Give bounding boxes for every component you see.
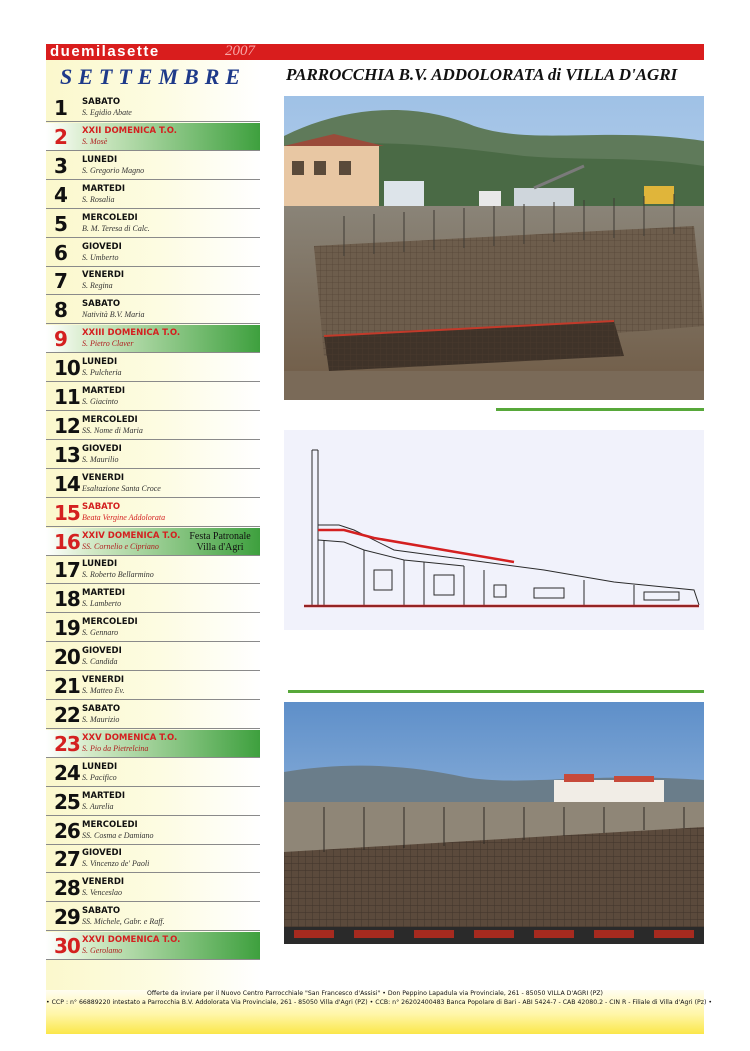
calendar-day-row bbox=[46, 441, 260, 469]
calendar-day-row bbox=[46, 845, 260, 873]
saint-name: S. Mosè bbox=[82, 136, 108, 146]
day-number: 11 bbox=[54, 385, 80, 409]
saint-name: S. Pulcheria bbox=[82, 368, 122, 378]
weekday-label: GIOVEDI bbox=[82, 646, 122, 657]
footer-line-2: • CCP : n° 66889220 intestato a Parrocchia B.V. Addolorata Via Provinciale, 261 - 85050 Villa d'Agri (PZ) • CCB: n° 26202400483 Banca Popolare di Bari - ABI 5424-7 - CAB 42080.2 - CIN R - Filiale di Villa d'Agri (Pz) • bbox=[46, 999, 713, 1006]
calendar-day-row bbox=[46, 210, 260, 238]
calendar-day-row bbox=[46, 585, 260, 613]
month-title: SETTEMBRE bbox=[60, 64, 247, 89]
saint-name: S. Rosalia bbox=[82, 194, 115, 204]
saint-name: S. Venceslao bbox=[82, 888, 122, 898]
weekday-label: XXIII DOMENICA T.O. bbox=[82, 328, 181, 339]
calendar-day-row bbox=[46, 643, 260, 671]
calendar-day-row bbox=[46, 354, 260, 382]
day-number: 10 bbox=[54, 356, 80, 381]
saint-name: SS. Cornelio e Cipriano bbox=[82, 541, 159, 551]
calendar-day-row bbox=[46, 730, 260, 758]
weekday-label: SABATO bbox=[82, 501, 121, 512]
calendar-day-row bbox=[46, 614, 260, 642]
day-number: 4 bbox=[54, 182, 67, 207]
festa-line-2: Villa d'Agri bbox=[196, 542, 244, 553]
saint-name: SS. Cosma e Damiano bbox=[82, 830, 154, 840]
saint-name: S. Egidio Abate bbox=[82, 108, 132, 117]
weekday-label: XXVI DOMENICA T.O. bbox=[82, 935, 181, 946]
weekday-label: GIOVEDI bbox=[82, 241, 122, 252]
day-number: 15 bbox=[54, 500, 80, 525]
saint-name: S. Pacifico bbox=[82, 772, 117, 782]
day-number: 9 bbox=[54, 327, 67, 352]
weekday-label: SABATO bbox=[82, 703, 121, 714]
calendar-day-row bbox=[46, 874, 260, 902]
calendar-day-row bbox=[46, 499, 260, 527]
day-number: 27 bbox=[54, 847, 80, 872]
saint-name: S. Candida bbox=[82, 657, 118, 667]
calendar-day-row bbox=[46, 94, 260, 122]
saint-name: S. Pietro Claver bbox=[82, 339, 134, 349]
day-number: 7 bbox=[54, 269, 67, 294]
saint-name: S. Aurelia bbox=[82, 801, 114, 811]
year-label: 2007 bbox=[225, 43, 255, 59]
day-number: 13 bbox=[54, 442, 80, 467]
calendar-day-row bbox=[46, 817, 260, 845]
calendar-day-row bbox=[46, 412, 260, 440]
day-number: 19 bbox=[54, 616, 80, 641]
day-number: 6 bbox=[54, 240, 67, 265]
weekday-label: MARTEDI bbox=[82, 183, 126, 194]
saint-name: S. Gregorio Magno bbox=[82, 165, 145, 175]
day-number: 2 bbox=[54, 124, 67, 149]
weekday-label: LUNEDI bbox=[82, 357, 118, 368]
weekday-label: MARTEDI bbox=[82, 386, 126, 396]
calendar-day-row bbox=[46, 325, 260, 353]
weekday-label: VENERDI bbox=[82, 472, 125, 483]
calendar-day-row bbox=[46, 932, 260, 960]
weekday-label: MERCOLEDI bbox=[82, 819, 138, 830]
weekday-label: XXIV DOMENICA T.O. bbox=[82, 530, 181, 541]
weekday-label: VENERDI bbox=[82, 877, 125, 888]
weekday-label: SABATO bbox=[82, 299, 121, 310]
saint-name: S. Roberto Bellarmino bbox=[82, 570, 154, 580]
saint-name: S. Regina bbox=[82, 281, 113, 291]
saint-name: Natività B.V. Maria bbox=[82, 310, 145, 320]
saint-name: S. Maurizio bbox=[82, 714, 120, 724]
divider-line-2 bbox=[288, 690, 704, 693]
calendar-day-row bbox=[46, 181, 260, 209]
weekday-label: LUNEDI bbox=[82, 559, 118, 570]
footer-line-1: Offerte da inviare per il Nuovo Centro Parrocchiale "San Francesco d'Assisi" • Don Peppino Lapadula via Provinciale, 261 - 85050 VILLA D'AGRI (PZ) bbox=[147, 990, 603, 997]
saint-name: S. Gennaro bbox=[82, 628, 119, 638]
calendar-day-row bbox=[46, 556, 260, 584]
weekday-label: MERCOLEDI bbox=[82, 212, 138, 223]
weekday-label: GIOVEDI bbox=[82, 848, 122, 859]
church-section-drawing bbox=[284, 430, 704, 630]
day-number: 25 bbox=[54, 789, 80, 814]
day-number: 20 bbox=[54, 645, 80, 670]
calendar-day-row bbox=[46, 903, 260, 931]
saint-name: Beata Vergine Addolorata bbox=[82, 512, 166, 522]
calendar-day-row bbox=[46, 239, 260, 267]
day-number: 23 bbox=[54, 731, 80, 756]
day-number: 29 bbox=[54, 905, 80, 930]
calendar-day-row bbox=[46, 383, 260, 411]
divider-line-1 bbox=[496, 408, 704, 411]
festa-line-1: Festa Patronale bbox=[189, 531, 251, 542]
calendar-day-row bbox=[46, 672, 260, 700]
day-number: 18 bbox=[54, 587, 80, 612]
weekday-label: VENERDI bbox=[82, 270, 125, 281]
weekday-label: VENERDI bbox=[82, 675, 125, 685]
weekday-label: MARTEDI bbox=[82, 588, 126, 599]
day-number: 17 bbox=[54, 558, 80, 583]
weekday-label: XXII DOMENICA T.O. bbox=[82, 125, 177, 136]
saint-name: Esaltazione Santa Croce bbox=[82, 483, 161, 493]
calendar-day-row bbox=[46, 152, 260, 180]
weekday-label: LUNEDI bbox=[82, 761, 118, 772]
weekday-label: SABATO bbox=[82, 906, 121, 917]
day-number: 16 bbox=[54, 529, 80, 554]
weekday-label: MERCOLEDI bbox=[82, 414, 138, 425]
weekday-label: GIOVEDI bbox=[82, 443, 122, 454]
brand-title: duemilasette bbox=[50, 43, 160, 60]
weekday-label: MERCOLEDI bbox=[82, 617, 138, 628]
weekday-label: LUNEDI bbox=[82, 154, 118, 165]
day-number: 5 bbox=[54, 211, 67, 236]
festa-note bbox=[176, 531, 264, 553]
calendar-day-row bbox=[46, 123, 260, 151]
calendar-day-row bbox=[46, 296, 260, 324]
saint-name: S. Matteo Ev. bbox=[82, 686, 125, 695]
saint-name: S. Giacinto bbox=[82, 397, 118, 406]
calendar-day-row bbox=[46, 470, 260, 498]
saint-name: S. Maurilio bbox=[82, 454, 119, 464]
construction-photo-2 bbox=[284, 702, 704, 944]
saint-name: S. Vincenzo de' Paoli bbox=[82, 859, 150, 869]
saint-name: S. Umberto bbox=[82, 252, 119, 262]
day-number: 30 bbox=[54, 934, 80, 959]
day-number: 1 bbox=[54, 96, 67, 120]
day-number: 26 bbox=[54, 818, 80, 843]
saint-name: S. Pio da Pietrelcina bbox=[82, 743, 149, 753]
day-number: 22 bbox=[54, 702, 80, 727]
day-number: 12 bbox=[54, 413, 80, 438]
saint-name: SS. Nome di Maria bbox=[82, 425, 143, 435]
saint-name: SS. Michele, Gabr. e Raff. bbox=[82, 917, 165, 927]
calendar-day-row bbox=[46, 759, 260, 787]
header-bar bbox=[46, 44, 704, 60]
calendar-day-row bbox=[46, 788, 260, 816]
parish-title: PARROCCHIA B.V. ADDOLORATA di VILLA D'AGRI bbox=[286, 65, 678, 84]
weekday-label: SABATO bbox=[82, 97, 121, 107]
day-number: 8 bbox=[54, 298, 67, 323]
day-number: 28 bbox=[54, 876, 80, 901]
day-number: 21 bbox=[54, 674, 80, 698]
saint-name: S. Gerolamo bbox=[82, 946, 123, 956]
calendar-day-row bbox=[46, 267, 260, 295]
day-number: 3 bbox=[54, 153, 67, 178]
day-number: 14 bbox=[54, 471, 80, 496]
footer-band bbox=[46, 990, 713, 1034]
weekday-label: MARTEDI bbox=[82, 790, 126, 801]
saint-name: S. Lamberto bbox=[82, 599, 122, 609]
construction-photo-1 bbox=[284, 96, 704, 400]
weekday-label: XXV DOMENICA T.O. bbox=[82, 732, 178, 743]
calendar-day-row bbox=[46, 701, 260, 729]
saint-name: B. M. Teresa di Calc. bbox=[82, 223, 150, 233]
day-number: 24 bbox=[54, 760, 80, 785]
